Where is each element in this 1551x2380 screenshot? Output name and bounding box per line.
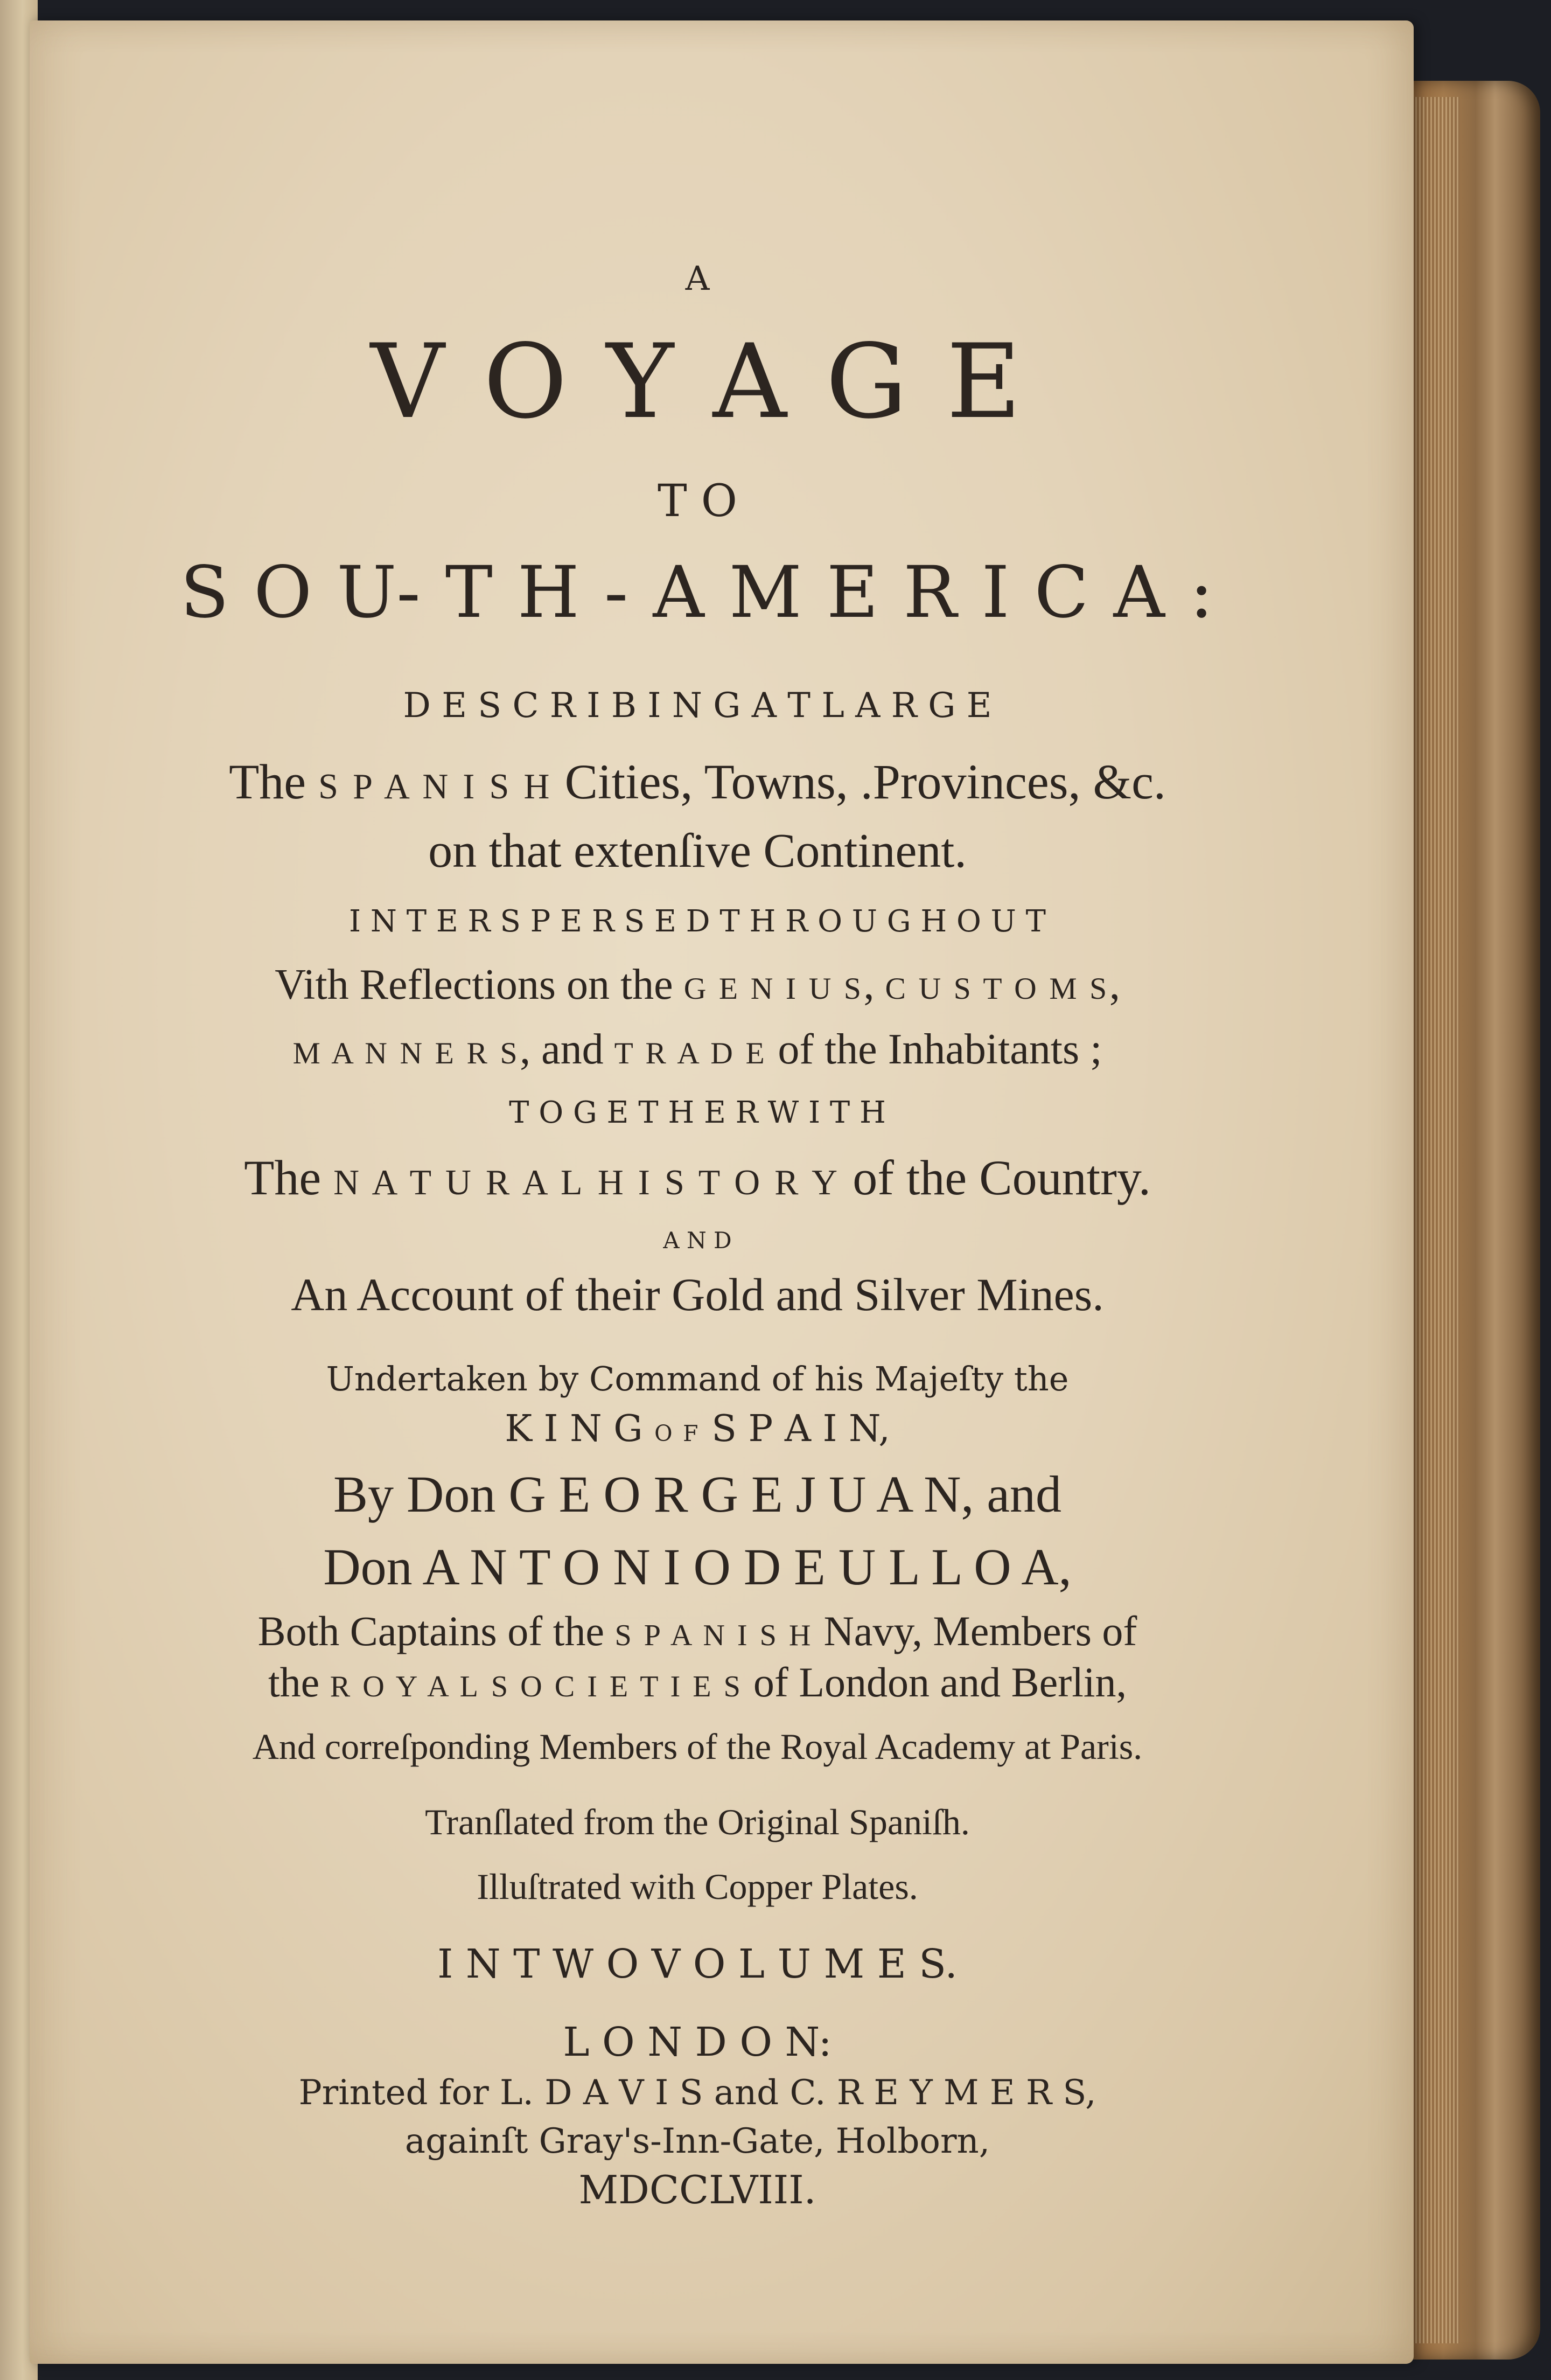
title-to: T O — [658, 476, 737, 527]
royal-pre: the — [268, 1659, 330, 1706]
natural-mid — [585, 1150, 598, 1205]
royal-post: of London and Berlin, — [743, 1659, 1127, 1706]
in-two-volumes: I N T W O V O L U M E S. — [437, 1941, 958, 1987]
natural-history-line — [30, 1149, 1365, 1206]
and-divider: A N D — [663, 1227, 732, 1254]
king-of-spain — [30, 1408, 1365, 1450]
natural-pre: The — [244, 1150, 334, 1205]
manners-post: of the Inhabitants ; — [767, 1026, 1102, 1073]
societies-smallcaps: S O C I E T I E S — [491, 1670, 743, 1703]
against-grays-inn-line: againſt Gray's-Inn-Gate, Holborn, — [404, 2121, 990, 2161]
reflections-pre: Vith Reflections on the — [275, 961, 684, 1008]
title-page — [30, 20, 1414, 2364]
title-article: A — [685, 259, 710, 298]
printed-for-line: Printed for L. D A V I S and C. R E Y M E R S, — [298, 2073, 1096, 2113]
spanish-cities-line — [30, 753, 1365, 810]
history-smallcaps: H I S T O R Y — [597, 1163, 841, 1202]
translated-line: Tranſlated from the Original Spaniſh. — [425, 1801, 970, 1842]
illustrated-line: Illuſtrated with Copper Plates. — [477, 1866, 918, 1907]
spanish-navy-smallcaps: S P A N I S H — [614, 1619, 813, 1652]
captains-post: Navy, Members of — [813, 1607, 1137, 1654]
title-voyage: V O Y A G E — [370, 322, 1025, 441]
trade-smallcaps: T R A D E — [614, 1036, 767, 1070]
antonio-de-ulloa-line: Don A N T O N I O D E U L L O A, — [323, 1538, 1072, 1596]
gold-silver-mines: An Account of their Gold and Silver Mines. — [291, 1269, 1104, 1320]
spanish-line-post: Cities, Towns, .Provinces, &c. — [552, 754, 1166, 809]
genius-smallcaps: G E N I U S — [683, 972, 864, 1006]
corresponding-members: And correſponding Members of the Royal Academy at Paris. — [252, 1726, 1143, 1767]
reflections-mid: , — [863, 961, 885, 1008]
reflections-post: , — [1109, 961, 1120, 1008]
george-juan-line: By Don G E O R G E J U A N, and — [333, 1465, 1061, 1523]
royal-mid — [480, 1659, 491, 1706]
describing-at-large: D E S C R I B I N G A T L A R G E — [403, 686, 992, 726]
customs-smallcaps: C U S T O M S — [885, 972, 1109, 1006]
captains-pre: Both Captains of the — [257, 1607, 615, 1654]
undertaken-line: Undertaken by Command of his Majeſty the — [326, 1359, 1069, 1398]
imprint-london: L O N D O N: — [563, 2019, 832, 2065]
king-pre: K I N G — [505, 1408, 655, 1450]
interspersed-throughout: I N T E R S P E R S E D T H R O U G H O U T — [348, 904, 1046, 939]
together-with: T O G E T H E R W I T H — [509, 1095, 886, 1130]
royal-societies-line — [30, 1658, 1365, 1707]
extensive-continent: on that extenſive Continent. — [428, 824, 967, 878]
reflections-line — [30, 961, 1365, 1010]
imprint-year: MDCCLVIII. — [578, 2167, 816, 2212]
king-post: S P A I N, — [700, 1408, 890, 1450]
manners-mid: , and — [520, 1026, 614, 1073]
spanish-line-pre: The — [229, 754, 319, 809]
title-south-america: S O U- T H - A M E R I C A : — [180, 551, 1215, 634]
royal-smallcaps: R O Y A L — [330, 1670, 481, 1703]
natural-post: of the Country. — [840, 1150, 1151, 1205]
natural-smallcaps: N A T U R A L — [333, 1163, 585, 1202]
spanish-line-smallcaps: S P A N I S H — [318, 767, 553, 806]
of-smallcaps: O F — [654, 1421, 700, 1446]
manners-line — [30, 1025, 1365, 1074]
manners-smallcaps: M A N N E R S — [292, 1036, 520, 1070]
captains-line — [30, 1607, 1365, 1655]
